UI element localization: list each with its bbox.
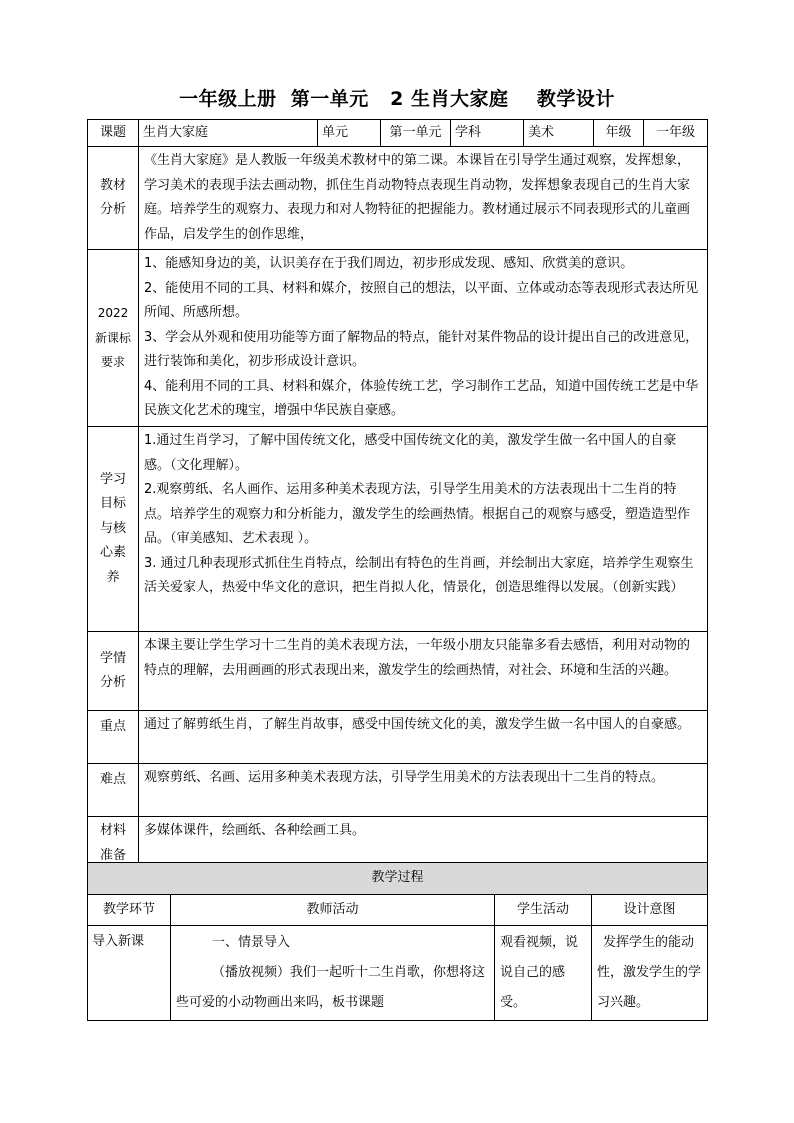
key-label: 重点 <box>88 711 139 764</box>
material-label: 教材分析 <box>88 147 139 250</box>
prep-row <box>88 817 708 869</box>
standards-item: 3、学会从外观和使用功能等方面了解物品的特点，能针对某件物品的设计提出自己的改进意见，进行装饰和美化，初步形成设计意识。 <box>144 329 699 369</box>
process-teacher-activity <box>171 926 495 1021</box>
analysis-label: 学情分析 <box>88 632 139 711</box>
topic-label: 课题 <box>88 120 139 147</box>
standards-text <box>139 250 708 427</box>
standards-row <box>88 250 708 427</box>
goals-label: 学习目标与核心素养 <box>88 427 139 632</box>
header-row <box>88 120 708 147</box>
key-text: 通过了解剪纸生肖，了解生肖故事，感受中国传统文化的美，激发学生做一名中国人的自豪感。 <box>139 711 708 764</box>
unit-label: 单元 <box>318 120 381 147</box>
process-stage: 导入新课 <box>88 926 171 1021</box>
process-design-intent: 发挥学生的能动性，激发学生的学习兴趣。 <box>592 926 708 1021</box>
prep-label: 材料准备 <box>88 817 139 869</box>
process-header-intent: 设计意图 <box>592 895 708 926</box>
grade-value: 一年级 <box>644 120 708 147</box>
process-header-teacher: 教师活动 <box>171 895 495 926</box>
topic-value: 生肖大家庭 <box>139 120 318 147</box>
analysis-text: 本课主要让学生学习十二生肖的美术表现方法，一年级小朋友只能靠多看去感悟，利用对动物的特点的理解，去用画画的形式表现出来，激发学生的绘画热情，对社会、环境和生活的兴趣。 <box>139 632 708 711</box>
subject-label: 学科 <box>451 120 524 147</box>
teacher-step-title: 一、情景导入 <box>212 935 291 950</box>
material-text: 《生肖大家庭》是人教版一年级美术教材中的第二课。本课旨在引导学生通过观察，发挥想象，学习美术的表现手法去画动物，抓住生肖动物特点表现生肖动物，发挥想象表现自己的生肖大家庭。培养学生的观察力、表现力和对人物特征的把握能力。教材通过展示不同表现形式的儿童画作品，启发学生的创作思维， <box>139 147 708 250</box>
process-header-row <box>88 895 708 926</box>
process-student-activity: 观看视频，说说自己的感受。 <box>495 926 592 1021</box>
goals-item: 1.通过生肖学习，了解中国传统文化，感受中国传统文化的美，激发学生做一名中国人的自豪感。（文化理解）。 <box>144 433 677 473</box>
material-row <box>88 147 708 250</box>
goals-item: 3. 通过几种表现形式抓住生肖特点，绘制出有特色的生肖画，并绘制出大家庭，培养学生观察生活关爱家人，热爱中华文化的意识，把生肖拟人化，情景化，创造思维得以发展。（创新实践） <box>144 555 694 595</box>
page-title: 一年级上册 第一单元 2 生肖大家庭 教学设计 <box>179 88 615 110</box>
key-row <box>88 711 708 764</box>
lesson-info-table <box>87 119 708 869</box>
standards-item: 1、能感知身边的美，认识美存在于我们周边，初步形成发现、感知、欣赏美的意识。 <box>144 256 634 271</box>
unit-value: 第一单元 <box>381 120 451 147</box>
subject-value: 美术 <box>524 120 594 147</box>
process-table <box>87 862 708 1021</box>
standards-item: 4、能利用不同的工具、材料和媒介，体验传统工艺，学习制作工艺品，知道中国传统工艺是中华民族文化艺术的瑰宝，增强中华民族自豪感。 <box>144 378 699 418</box>
grade-label: 年级 <box>594 120 644 147</box>
analysis-row <box>88 632 708 711</box>
standards-label: 新课标要求 <box>94 330 131 370</box>
goals-row <box>88 427 708 632</box>
teacher-step-text: （播放视频）我们一起听十二生肖歌，你想将这些可爱的小动物画出来吗，板书课题 <box>176 965 486 1010</box>
process-title-row <box>88 863 708 895</box>
process-header-student: 学生活动 <box>495 895 592 926</box>
goals-text <box>139 427 708 632</box>
goals-item: 2.观察剪纸、名人画作、运用多种美术表现方法，引导学生用美术的方法表现出十二生肖的特点。培养学生的观察力和分析能力，激发学生的绘画热情。根据自己的观察与感受，塑造造型作品。（审美感知、艺术表现 ）。 <box>144 482 691 546</box>
difficulty-text: 观察剪纸、名画、运用多种美术表现方法，引导学生用美术的方法表现出十二生肖的特点。 <box>139 764 708 817</box>
standards-label-cell <box>88 250 139 427</box>
difficulty-row <box>88 764 708 817</box>
standards-item: 2、能使用不同的工具、材料和媒介，按照自己的想法，以平面、立体或动态等表现形式表达所见所闻、所感所想。 <box>144 280 699 320</box>
standards-label-year: 2022 <box>97 306 129 321</box>
process-row <box>88 926 708 1021</box>
difficulty-label: 难点 <box>88 764 139 817</box>
process-header-stage: 教学环节 <box>88 895 171 926</box>
process-title: 教学过程 <box>88 863 708 895</box>
prep-text: 多媒体课件，绘画纸、各种绘画工具。 <box>139 817 708 869</box>
